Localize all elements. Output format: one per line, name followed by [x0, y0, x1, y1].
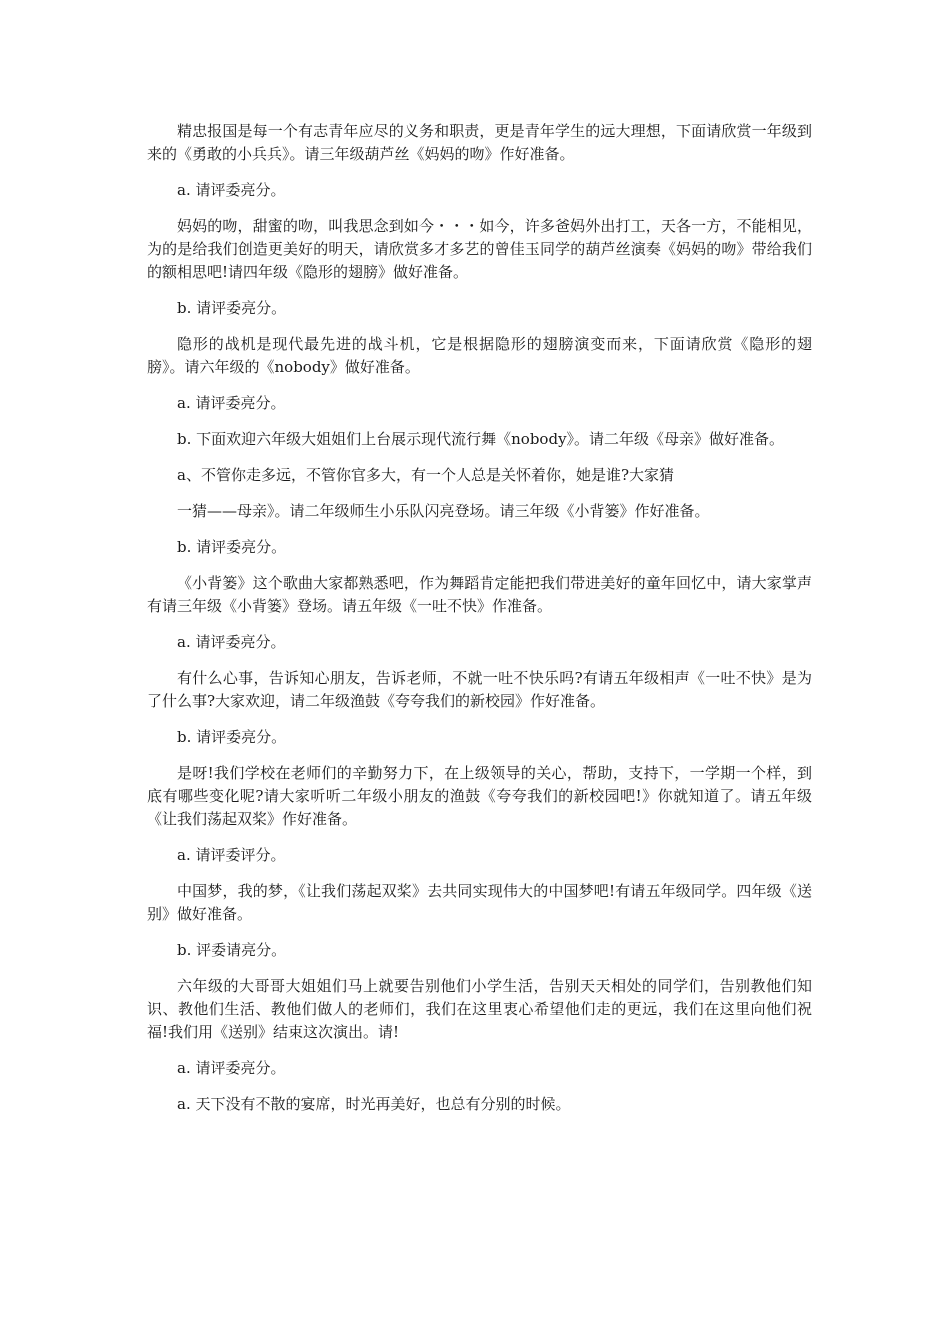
paragraph: a. 请评委亮分。 — [177, 1059, 286, 1077]
document-body — [147, 120, 812, 1129]
paragraph: a. 请评委亮分。 — [177, 394, 286, 412]
paragraph: 精忠报国是每一个有志青年应尽的义务和职责，更是青年学生的远大理想，下面请欣赏一年级到来的《勇敢的小兵兵》。请三年级葫芦丝《妈妈的吻》作好准备。 — [147, 122, 812, 163]
paragraph: 一猜——母亲》。请二年级师生小乐队闪亮登场。请三年级《小背篓》作好准备。 — [177, 502, 710, 520]
paragraph: b. 请评委亮分。 — [177, 299, 287, 317]
paragraph: b. 请评委亮分。 — [177, 728, 287, 746]
paragraph: a. 天下没有不散的宴席，时光再美好，也总有分别的时候。 — [177, 1095, 571, 1113]
paragraph: a. 请评委亮分。 — [177, 181, 286, 199]
paragraph: 《小背篓》这个歌曲大家都熟悉吧，作为舞蹈肯定能把我们带进美好的童年回忆中，请大家掌声有请三年级《小背篓》登场。请五年级《一吐不快》作准备。 — [147, 574, 812, 615]
paragraph: 是呀!我们学校在老师们的辛勤努力下，在上级领导的关心，帮助，支持下，一学期一个样，到底有哪些变化呢?请大家听听二年级小朋友的渔鼓《夸夸我们的新校园吧!》你就知道了。请五年级《让我们荡起双桨》作好准备。 — [147, 764, 812, 828]
paragraph: b. 下面欢迎六年级大姐姐们上台展示现代流行舞《nobody》。请二年级《母亲》做好准备。 — [177, 430, 785, 448]
paragraph: b. 评委请亮分。 — [177, 941, 287, 959]
paragraph: b. 请评委亮分。 — [177, 538, 287, 556]
paragraph: 中国梦，我的梦，《让我们荡起双桨》去共同实现伟大的中国梦吧!有请五年级同学。四年级《送别》做好准备。 — [147, 882, 812, 923]
paragraph: 有什么心事，告诉知心朋友，告诉老师，不就一吐不快乐吗?有请五年级相声《一吐不快》是为了什么事?大家欢迎，请二年级渔鼓《夸夸我们的新校园》作好准备。 — [147, 669, 812, 710]
paragraph: 六年级的大哥哥大姐姐们马上就要告别他们小学生活，告别天天相处的同学们，告别教他们知识、教他们生活、教他们做人的老师们，我们在这里衷心希望他们走的更远，我们在这里向他们祝福!我们用《送别》结束这次演出。请! — [147, 977, 812, 1041]
paragraph: a. 请评委亮分。 — [177, 633, 286, 651]
paragraph: 妈妈的吻，甜蜜的吻，叫我思念到如今・・・如今，许多爸妈外出打工，天各一方，不能相见，为的是给我们创造更美好的明天，请欣赏多才多艺的曾佳玉同学的葫芦丝演奏《妈妈的吻》带给我们的额相思吧!请四年级《隐形的翅膀》做好准备。 — [147, 217, 812, 281]
paragraph: a. 请评委评分。 — [177, 846, 286, 864]
paragraph: a、不管你走多远，不管你官多大，有一个人总是关怀着你，她是谁?大家猜 — [177, 466, 674, 484]
paragraph: 隐形的战机是现代最先进的战斗机，它是根据隐形的翅膀演变而来，下面请欣赏《隐形的翅膀》。请六年级的《nobody》做好准备。 — [147, 335, 812, 376]
